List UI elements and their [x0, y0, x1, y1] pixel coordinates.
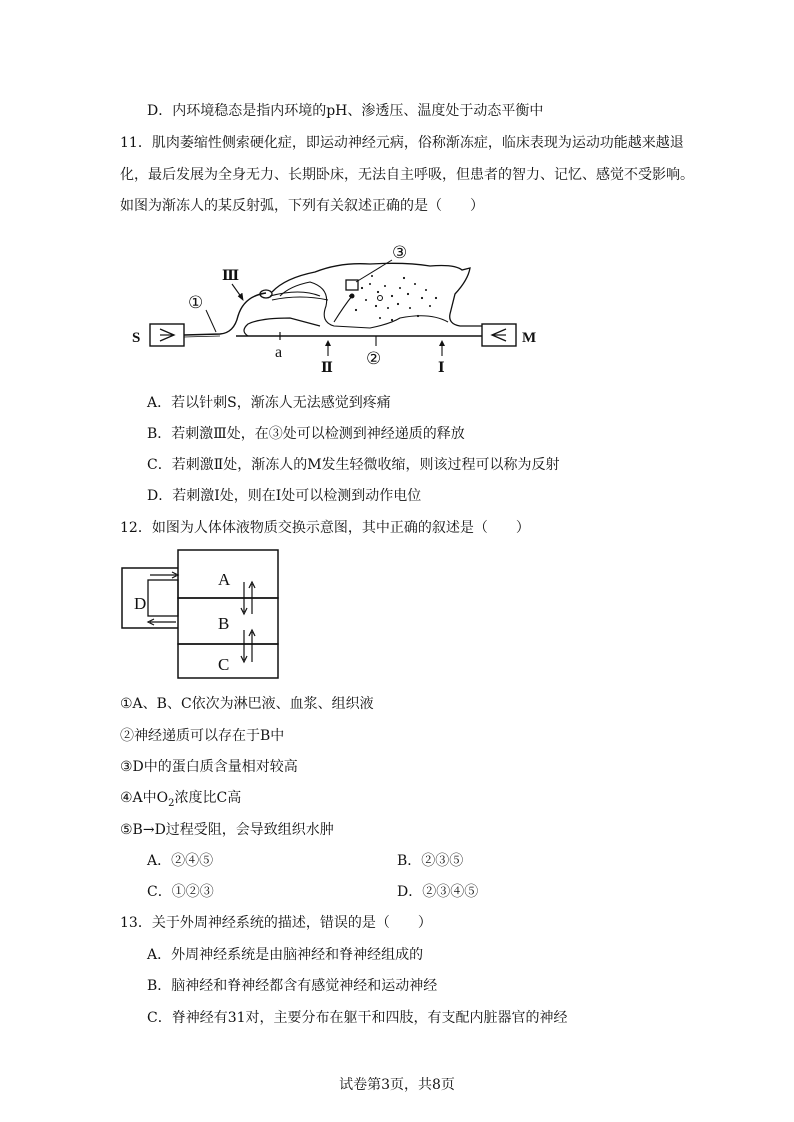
label-B: B — [218, 614, 230, 633]
label-2: ② — [366, 349, 382, 368]
spinal-cord — [272, 263, 482, 326]
q11-option-d: D．若刺激Ⅰ处，则在Ⅰ处可以检测到动作电位 — [147, 488, 422, 504]
q11-stem-line-3: 如图为渐冻人的某反射弧，下列有关叙述正确的是（ ） — [120, 198, 484, 214]
label-1: ① — [188, 293, 204, 312]
reflex-arc-figure — [130, 236, 550, 376]
label-iii: Ⅲ — [222, 269, 240, 284]
q12-stem: 12．如图为人体体液物质交换示意图，其中正确的叙述是（ ） — [120, 520, 530, 536]
label-A: A — [218, 570, 231, 589]
q12-option-b: B．②③⑤ — [397, 853, 464, 869]
page-footer: 试卷第3页，共8页 — [339, 1077, 455, 1093]
label-s: S — [132, 330, 141, 346]
q12-option-d: D．②③④⑤ — [397, 884, 479, 900]
label-D: D — [134, 594, 147, 613]
label-m: M — [522, 330, 537, 346]
label-a: a — [275, 344, 283, 361]
q12-statement-2: ②神经递质可以存在于B中 — [120, 728, 285, 744]
q12-statement-4: ④A中$O_2$浓度比C高 — [120, 790, 242, 809]
q12-statement-5: ⑤B→D过程受阻，会导致组织水肿 — [120, 822, 334, 838]
grey-matter-dots — [349, 275, 437, 321]
label-i: Ⅰ — [438, 361, 445, 376]
q11-stem-line-1: 11．肌肉萎缩性侧索硬化症，即运动神经元病，俗称渐冻症，临床表现为运动功能越来越退 — [120, 135, 684, 151]
q11-option-b: B．若刺激Ⅲ处，在③处可以检测到神经递质的释放 — [147, 426, 465, 442]
q10-option-d: D．内环境稳态是指内环境的pH、渗透压、温度处于动态平衡中 — [147, 103, 544, 119]
q12-option-a: A．②④⑤ — [147, 853, 214, 869]
q13-option-c: C．脊神经有31对，主要分布在躯干和四肢，有支配内脏器官的神经 — [147, 1010, 568, 1026]
label-3: ③ — [392, 243, 408, 262]
q12-statement-1: ①A、B、C依次为淋巴液、血浆、组织液 — [120, 696, 374, 712]
q12-option-c: C．①②③ — [147, 884, 214, 900]
label-ii: Ⅱ — [321, 361, 333, 376]
body-fluid-figure — [116, 548, 286, 683]
label-C: C — [218, 655, 230, 674]
q13-option-a: A．外周神经系统是由脑神经和脊神经组成的 — [147, 947, 424, 963]
q11-option-c: C．若刺激Ⅱ处，渐冻人的M发生轻微收缩，则该过程可以称为反射 — [147, 457, 560, 473]
q13-option-b: B．脑神经和脊神经都含有感觉神经和运动神经 — [147, 978, 438, 994]
q12-statement-3: ③D中的蛋白质含量相对较高 — [120, 759, 298, 775]
q11-option-a: A．若以针刺S，渐冻人无法感觉到疼痛 — [147, 395, 391, 411]
q11-stem-line-2: 化，最后发展为全身无力、长期卧床，无法自主呼吸，但患者的智力、记忆、感觉不受影响。 — [120, 167, 694, 183]
q13-stem: 13．关于外周神经系统的描述，错误的是（ ） — [120, 915, 432, 931]
